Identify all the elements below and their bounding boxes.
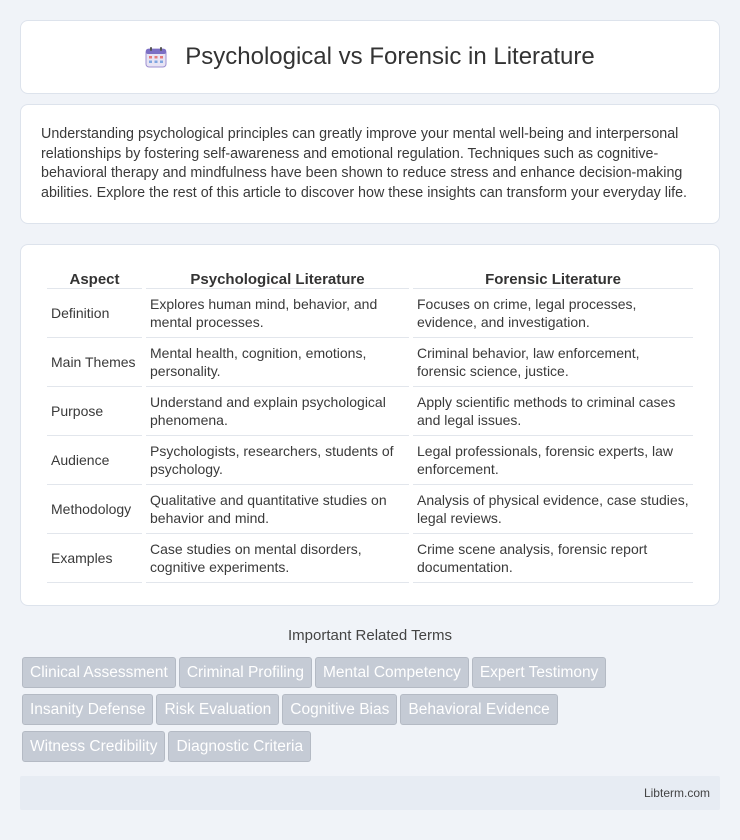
page-title: Psychological vs Forensic in Literature (185, 43, 595, 70)
table-row (47, 289, 693, 338)
aspect-cell: Definition (47, 289, 142, 338)
table-header-row (47, 265, 693, 289)
aspect-cell: Purpose (47, 387, 142, 436)
forensic-cell: Apply scientific methods to criminal cases and legal issues. (413, 387, 693, 436)
tag-mental-competency[interactable]: Mental Competency (315, 657, 469, 688)
tag-witness-credibility[interactable]: Witness Credibility (22, 731, 165, 762)
psychological-cell: Psychologists, researchers, students of psychology. (146, 436, 409, 485)
tag-diagnostic-criteria[interactable]: Diagnostic Criteria (168, 731, 311, 762)
tag-clinical-assessment[interactable]: Clinical Assessment (22, 657, 176, 688)
related-terms-list (22, 657, 702, 768)
intro-paragraph: Understanding psychological principles can greatly improve your mental well-being and interpersonal relationships by fostering self-awareness and emotional regulation. Techniques such as cognitive-behavioral therapy and mindfulness have been shown to reduce stress and enhance decision-making abilities. Explore the rest of this article to discover how these insights can transform your everyday life. (41, 126, 688, 201)
psychological-cell: Explores human mind, behavior, and mental processes. (146, 289, 409, 338)
forensic-cell: Analysis of physical evidence, case studies, legal reviews. (413, 485, 693, 534)
comparison-table-card (20, 244, 720, 606)
table-row (47, 436, 693, 485)
aspect-cell: Examples (47, 534, 142, 583)
footer-site-link[interactable]: Libterm.com (643, 786, 710, 800)
aspect-cell: Methodology (47, 485, 142, 534)
aspect-cell: Audience (47, 436, 142, 485)
table-row (47, 485, 693, 534)
calendar-icon (145, 46, 167, 68)
column-header-forensic: Forensic Literature (413, 265, 693, 289)
tag-behavioral-evidence[interactable]: Behavioral Evidence (400, 694, 557, 725)
table-row (47, 534, 693, 583)
aspect-cell: Main Themes (47, 338, 142, 387)
footer (20, 776, 720, 810)
tag-insanity-defense[interactable]: Insanity Defense (22, 694, 153, 725)
intro-card (20, 104, 720, 224)
table-row (47, 387, 693, 436)
tag-expert-testimony[interactable]: Expert Testimony (472, 657, 607, 688)
forensic-cell: Crime scene analysis, forensic report documentation. (413, 534, 693, 583)
header-card (20, 20, 720, 94)
forensic-cell: Legal professionals, forensic experts, law enforcement. (413, 436, 693, 485)
related-terms-heading: Important Related Terms (288, 627, 452, 644)
table-row (47, 338, 693, 387)
psychological-cell: Understand and explain psychological phenomena. (146, 387, 409, 436)
psychological-cell: Qualitative and quantitative studies on behavior and mind. (146, 485, 409, 534)
tag-criminal-profiling[interactable]: Criminal Profiling (179, 657, 312, 688)
psychological-cell: Mental health, cognition, emotions, personality. (146, 338, 409, 387)
tag-cognitive-bias[interactable]: Cognitive Bias (282, 694, 397, 725)
tag-risk-evaluation[interactable]: Risk Evaluation (156, 694, 279, 725)
psychological-cell: Case studies on mental disorders, cognitive experiments. (146, 534, 409, 583)
forensic-cell: Focuses on crime, legal processes, evidence, and investigation. (413, 289, 693, 338)
column-header-psychological: Psychological Literature (146, 265, 409, 289)
comparison-table (43, 265, 697, 583)
forensic-cell: Criminal behavior, law enforcement, forensic science, justice. (413, 338, 693, 387)
column-header-aspect: Aspect (47, 265, 142, 289)
